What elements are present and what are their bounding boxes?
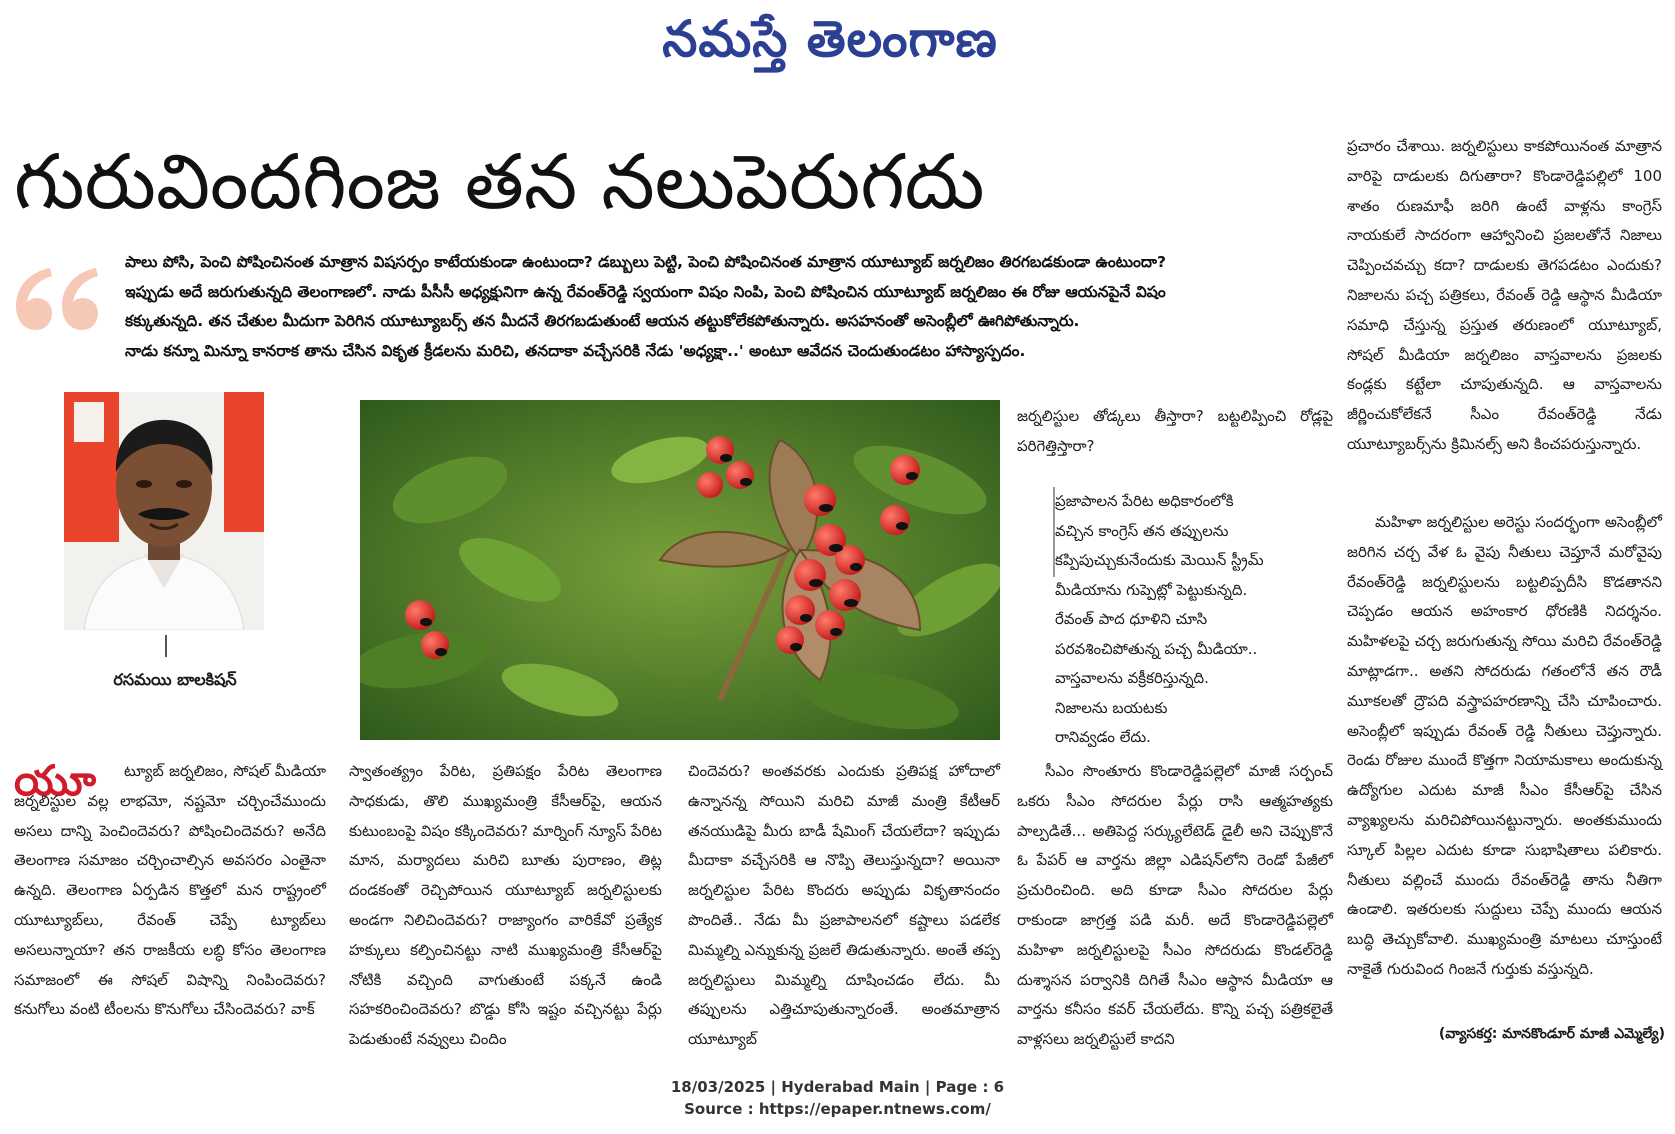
- intro-line: ఇప్పుడు అదే జరుగుతున్నది తెలంగాణలో. నాడు పీసీసీ అధ్యక్షునిగా ఉన్న రేవంత్‌రెడ్డి స్వయంగా విషం నింపి, పెంచి పోషించిన యూట్యూబ్ జర్నలిజం ఈ రోజు ఆయనపైనే విషం: [125, 282, 1166, 301]
- masthead-logo: నమస్తే తెలంగాణ: [662, 10, 998, 68]
- page-footer: [0, 1076, 1675, 1120]
- article-column-2: స్వాతంత్య్రం పేరిట, ప్రతిపక్షం పేరిట తెలంగాణ సాధకుడు, తొలి ముఖ్యమంత్రి కేసీఆర్‌పై, ఆయన కుటుంబంపై విషం కక్కిందెవరు? మార్నింగ్ న్యూస్ పేరిట మాన, మర్యాదలు మరిచి బూతు పురాణం, తిట్ల దండకంతో రెచ్చిపోయిన యూట్యూబ్ జర్నలిస్టులకు అండగా నిలిచిందెవరు? రాజ్యాంగం వారికేవో ప్రత్యేక హక్కులు కల్పించినట్టు నాటి ముఖ్యమంత్రి కేసీఆర్‌పై నోటికి వచ్చింది వాగుతుంటే పక్కనే ఉండి సహకరించిందెవరు? బొడ్డు కోసి ఇష్టం వచ్చినట్టు పేర్లు పెడుతుంటే నవ్వులు చిందిం: [349, 762, 662, 1049]
- article-column-1: ట్యూబ్ జర్నలిజం, సోషల్ మీడియా జర్నలిస్టుల వల్ల లాభమో, నష్టమో చర్చించేముందు అసలు దాన్ని పెంచిందెవరు? పోషించిందెవరు? అనేది తెలంగాణ సమాజం చర్చించాల్సిన అవసరం ఎంతైనా ఉన్నది. తెలంగాణ ఏర్పడిన కొత్తలో మన రాష్ట్రంలో యూట్యూబ్‌లు, రేవంత్ చెప్పే ట్యూబ్‌లు అసలున్నాయా? తన రాజకీయ లబ్ధి కోసం తెలంగాణ సమాజంలో ఈ సోషల్ విషాన్ని నింపిందెవరు? కనుగోలు వంటి టీంలను కొనుగోలు చేసిందెవరు? వాక్: [14, 762, 326, 1019]
- article-column-4-top: జర్నలిస్టుల తోడ్కలు తీస్తారా? బట్టలిప్పించి రోడ్లపై పరిగెత్తిస్తారా?: [1017, 407, 1333, 455]
- intro-line: కక్కుతున్నది. తన చేతుల మీదుగా పెరిగిన యూట్యూబర్స్ తన మీదనే తిరగబడుతుంటే ఆయన తట్టుకోలేకపోతున్నారు. అసహనంతో అసెంబ్లీలో ఊగిపోతున్నారు.: [125, 312, 1080, 330]
- article-headline: గురువిందగింజ తన నలుపెరుగదు: [14, 137, 985, 226]
- quote-icon: [10, 258, 100, 338]
- article-column-5-top: ప్రచారం చేశాయి. జర్నలిస్టులు కాకపోయినంత మాత్రాన వారిపై దాడులకు దిగుతారా? కొండారెడ్డిపల్లిలో 100 శాతం రుణమాఫీ జరిగి ఉంటే వాళ్లను కాంగ్రెస్ నాయకులే సాదరంగా ఆహ్వానించి ప్రజలతోనే నిజాలు చెప్పించవచ్చు కదా? దాడులకు తెగపడటం ఎందుకు? నిజాలను పచ్చ పత్రికలు, రేవంత్ రెడ్డి ఆస్థాన మీడియా సమాధి చేస్తున్న ప్రస్తుత తరుణంలో యూట్యూబ్, సోషల్ మీడియా జర్నలిజం వాస్తవాలను ప్రజలకు కండ్లకు కట్టేలా చూపుతున్నది. ఆ వాస్తవాలను జీర్ణించుకోలేకనే సీఎం రేవంత్‌రెడ్డి నేడు యూట్యూబర్స్‌ను క్రిమినల్స్ అని కించపరుస్తున్నారు.: [1347, 137, 1662, 453]
- drop-cap: యూ: [14, 756, 97, 805]
- article-column-4: సీఎం సొంతూరు కొండారెడ్డిపల్లెలో మాజీ సర్పంచ్ ఒకరు సీఎం సోదరుల పేర్లు రాసి ఆత్మహత్యకు పాల్పడితే... అతిపెద్ద సర్క్యులేటెడ్ డైలీ అని చెప్పుకొనే ఓ పేపర్ ఆ వార్తను జిల్లా ఎడిషన్‌లోని రెండో పేజీలో ప్రచురించింది. అది కూడా సీఎం సోదరుల పేర్లు రాకుండా జాగ్రత్త పడి మరీ. అదే కొండారెడ్డిపల్లెలో మహిళా జర్నలిస్టులపై సీఎం సోదరుడు కొండల్‌రెడ్డి దుశ్శాసన పర్వానికి దిగితే సీఎం ఆస్థాన మీడియా ఆ వార్తను కనీసం కవర్ చేయలేదు. కొన్ని పచ్చ పత్రికలైతే వాళ్లసలు జర్నలిస్టులే కాదని: [1017, 762, 1333, 1049]
- author-byline: (వ్యాసకర్త: మానకొండూర్ మాజీ ఎమ్మెల్యే): [1438, 1026, 1665, 1042]
- author-name: రసమయి బాలకిషన్: [113, 670, 237, 689]
- article-intro: [125, 248, 1335, 366]
- rosary-pea-photo: [360, 400, 1000, 740]
- pullquote: ప్రజాపాలన పేరిట అధికారంలోకి వచ్చిన కాంగ్రెస్ తన తప్పులను కప్పిపుచ్చుకునేందుకు మెయిన్ స్ట్రీమ్ మీడియాను గుప్పెట్లో పెట్టుకున్నది. రేవంత్ పాద ధూళిని చూసి పరవశించిపోతున్న పచ్చ మీడియా.. వాస్తవాలను వక్రీకరిస్తున్నది. నిజాలను బయటకు రానివ్వడం లేదు.: [1055, 492, 1264, 746]
- author-photo: [64, 392, 264, 630]
- intro-line: నాడు కన్నూ మిన్నూ కానరాక తాను చేసిన వికృత క్రీడలను మరిచి, తనదాకా వచ్చేసరికి నేడు 'అధ్యక్షా..' అంటూ ఆవేదన చెందుతుండటం హాస్యాస్పదం.: [125, 341, 1026, 360]
- author-divider: [165, 635, 167, 657]
- article-column-3: చిందెవరు? అంతవరకు ఎందుకు ప్రతిపక్ష హోదాలో ఉన్నానన్న సోయిని మరిచి మాజీ మంత్రి కేటీఆర్ తనయుడిపై మీరు బాడీ షేమింగ్ చేయలేదా? ఇప్పుడు మీదాకా వచ్చేసరికి ఆ నొప్పి తెలుస్తున్నదా? అయినా జర్నలిస్టుల పేరిట కొందరు అప్పుడు వికృతానందం పొందితే.. నేడు మీ ప్రజాపాలనలో కష్టాలు పడలేక మిమ్మల్ని ఎన్నుకున్న ప్రజలే తిడుతున్నారు. అంతే తప్ప జర్నలిస్టులు మిమ్మల్ని దూషించడం లేదు. మీ తప్పులను ఎత్తిచూపుతున్నారంతే. అంతమాత్రాన యూట్యూబ్: [688, 762, 1000, 1049]
- intro-line: పాలు పోసి, పెంచి పోషించినంత మాత్రాన విషసర్పం కాటేయకుండా ఉంటుందా? డబ్బులు పెట్టి, పెంచి పోషించినంత మాత్రాన యూట్యూబ్ జర్నలిజం తిరగబడకుండా ఉంటుందా?: [125, 253, 1167, 271]
- article-column-5: మహిళా జర్నలిస్టుల అరెస్టు సందర్భంగా అసెంబ్లీలో జరిగిన చర్చ వేళ ఓ వైపు నీతులు చెప్తూనే మరోవైపు రేవంత్‌రెడ్డి జర్నలిస్టులను బట్టలిప్పదీసి కొడతానని చెప్పడం ఆయన అహంకార ధోరణికి నిదర్శనం. మహిళలపై చర్చ జరుగుతున్న సోయి మరిచి రేవంత్‌రెడ్డి మాట్లాడగా.. అతని సోదరుడు గతంలోనే తన రౌడీ మూకలతో ద్రౌపది వస్త్రాపహరణాన్ని చేసి చూపించారు. అసెంబ్లీలో ఇప్పుడు రేవంత్ రెడ్డి నీతులు చెప్తున్నారు. రెండు రోజుల ముందే కొత్తగా నియామకాలు అందుకున్న ఉద్యోగుల ఎదుట మాజీ సీఎం కేసీఆర్‌పై చేసిన వ్యాఖ్యలను మరిచిపోయినట్టున్నారు. అంతకుముందు స్కూల్ పిల్లల ఎదుట కూడా సుభాషితాలు పలికారు. నీతులు వల్లించే ముందు రేవంత్‌రెడ్డి తాను నీతిగా ఉండాలి. ఇతరులకు సుద్దులు చెప్పే ముందు ఆయన బుద్ధి తెచ్చుకోవాలి. ముఖ్యమంత్రి మాటలు చూస్తుంటే నాకైతే గురువింద గింజనే గుర్తుకు వస్తున్నది.: [1347, 513, 1662, 978]
- footer-edition-info: 18/03/2025 | Hyderabad Main | Page : 6: [670, 1078, 1005, 1096]
- footer-source-link[interactable]: Source : https://epaper.ntnews.com/: [684, 1100, 991, 1118]
